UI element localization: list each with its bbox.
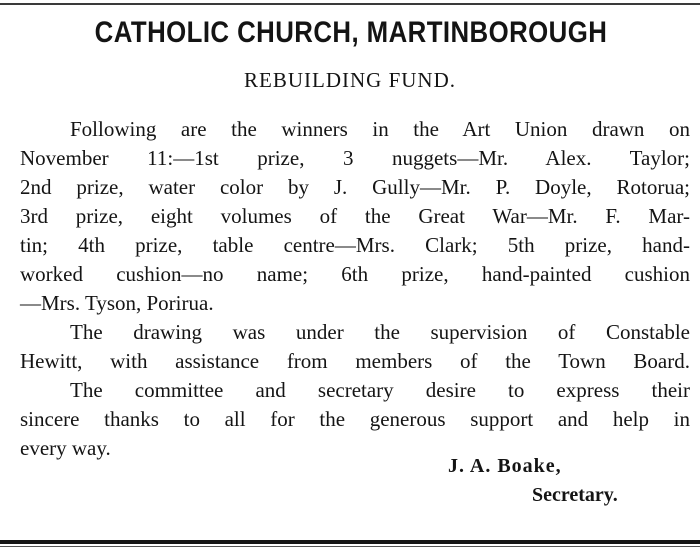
body-line: —Mrs. Tyson, Porirua. xyxy=(20,291,214,315)
bottom-rule xyxy=(0,540,700,544)
bottom-rule-thin xyxy=(0,546,700,547)
body-line: Following are the winners in the Art Union drawn on xyxy=(70,117,690,141)
body-line: November 11:—1st prize, 3 nuggets—Mr. Alex. Taylor; xyxy=(20,146,690,170)
body-line: tin; 4th prize, table centre—Mrs. Clark; 5th prize, hand- xyxy=(20,233,690,257)
signature-name: J. A. Boake, xyxy=(448,455,562,477)
body-line: 3rd prize, eight volumes of the Great War—Mr. F. Mar- xyxy=(20,204,690,228)
subheadline: REBUILDING FUND. xyxy=(244,68,456,92)
body-line: sincere thanks to all for the generous support and help in xyxy=(20,407,690,431)
signature-title: Secretary. xyxy=(532,484,618,506)
body-line: Hewitt, with assistance from members of the Town Board. xyxy=(20,349,690,373)
body-line: The committee and secretary desire to express their xyxy=(70,378,690,402)
headline: CATHOLIC CHURCH, MARTINBOROUGH xyxy=(94,16,608,49)
body-line: 2nd prize, water color by J. Gully—Mr. P. Doyle, Rotorua; xyxy=(20,175,690,199)
body-line: The drawing was under the supervision of Constable xyxy=(70,320,690,344)
body-line: every way. xyxy=(20,436,111,460)
top-rule xyxy=(0,3,700,5)
body-line: worked cushion—no name; 6th prize, hand-painted cushion xyxy=(20,262,690,286)
